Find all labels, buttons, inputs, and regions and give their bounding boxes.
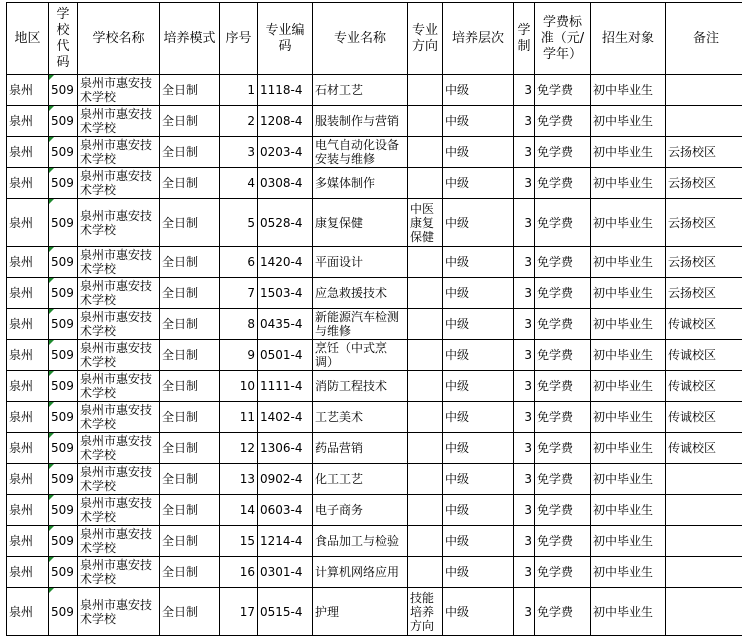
cell-note: 传诚校区: [666, 433, 742, 464]
cell-major-code: 0515-4: [258, 588, 313, 636]
cell-level: 中级: [443, 588, 514, 636]
cell-note: [666, 106, 742, 137]
cell-region: 泉州: [7, 433, 49, 464]
cell-direction: [408, 247, 443, 278]
header-level: 培养层次: [443, 3, 514, 75]
cell-seq: 14: [220, 495, 258, 526]
cell-fee: 免学费: [535, 168, 591, 199]
cell-years: 3: [514, 464, 535, 495]
cell-fee: 免学费: [535, 433, 591, 464]
cell-fee: 免学费: [535, 137, 591, 168]
table-row: [7, 402, 742, 433]
cell-major-name: 电气自动化设备安装与维修: [313, 137, 408, 168]
cell-major-name: 工艺美术: [313, 402, 408, 433]
cell-direction: 技能培养方向: [408, 588, 443, 636]
cell-level: 中级: [443, 433, 514, 464]
cell-major-name: 应急救援技术: [313, 278, 408, 309]
cell-seq: 15: [220, 526, 258, 557]
cell-major-code: 1420-4: [258, 247, 313, 278]
cell-target: 初中毕业生: [591, 247, 666, 278]
cell-region: 泉州: [7, 168, 49, 199]
cell-school: 泉州市惠安技术学校: [78, 464, 160, 495]
cell-note: [666, 495, 742, 526]
cell-note: 云扬校区: [666, 199, 742, 247]
cell-major-name: 多媒体制作: [313, 168, 408, 199]
header-major-code: 专业编码: [258, 3, 313, 75]
cell-years: 3: [514, 495, 535, 526]
cell-level: 中级: [443, 137, 514, 168]
table-row: [7, 588, 742, 636]
cell-region: 泉州: [7, 402, 49, 433]
cell-target: 初中毕业生: [591, 588, 666, 636]
cell-major-name: 电子商务: [313, 495, 408, 526]
cell-mode: 全日制: [160, 278, 220, 309]
cell-seq: 17: [220, 588, 258, 636]
cell-note: 传诚校区: [666, 402, 742, 433]
header-region: 地区: [7, 3, 49, 75]
cell-level: 中级: [443, 464, 514, 495]
cell-mode: 全日制: [160, 557, 220, 588]
table-row: [7, 168, 742, 199]
cell-major-name: 烹饪（中式烹调）: [313, 340, 408, 371]
cell-mode: 全日制: [160, 495, 220, 526]
header-seq: 序号: [220, 3, 258, 75]
cell-major-code: 0902-4: [258, 464, 313, 495]
cell-region: 泉州: [7, 75, 49, 106]
cell-target: 初中毕业生: [591, 75, 666, 106]
cell-note: 云扬校区: [666, 278, 742, 309]
table-row: [7, 464, 742, 495]
cell-fee: 免学费: [535, 75, 591, 106]
cell-mode: 全日制: [160, 137, 220, 168]
cell-region: 泉州: [7, 557, 49, 588]
cell-years: 3: [514, 168, 535, 199]
header-target: 招生对象: [591, 3, 666, 75]
cell-fee: 免学费: [535, 340, 591, 371]
cell-level: 中级: [443, 526, 514, 557]
cell-code: 509: [49, 278, 78, 309]
cell-region: 泉州: [7, 278, 49, 309]
cell-fee: 免学费: [535, 106, 591, 137]
cell-seq: 13: [220, 464, 258, 495]
cell-region: 泉州: [7, 464, 49, 495]
cell-major-name: 服装制作与营销: [313, 106, 408, 137]
cell-school: 泉州市惠安技术学校: [78, 526, 160, 557]
cell-target: 初中毕业生: [591, 402, 666, 433]
cell-school: 泉州市惠安技术学校: [78, 168, 160, 199]
cell-note: 云扬校区: [666, 137, 742, 168]
cell-major-name: 新能源汽车检测与维修: [313, 309, 408, 340]
header-mode: 培养模式: [160, 3, 220, 75]
cell-seq: 9: [220, 340, 258, 371]
cell-school: 泉州市惠安技术学校: [78, 75, 160, 106]
cell-direction: [408, 557, 443, 588]
enrollment-table: [6, 2, 742, 636]
cell-seq: 3: [220, 137, 258, 168]
table-row: [7, 495, 742, 526]
cell-note: [666, 75, 742, 106]
cell-mode: 全日制: [160, 106, 220, 137]
cell-major-name: 化工工艺: [313, 464, 408, 495]
cell-major-code: 1402-4: [258, 402, 313, 433]
cell-direction: [408, 106, 443, 137]
cell-seq: 2: [220, 106, 258, 137]
cell-school: 泉州市惠安技术学校: [78, 309, 160, 340]
cell-target: 初中毕业生: [591, 137, 666, 168]
cell-mode: 全日制: [160, 526, 220, 557]
cell-school: 泉州市惠安技术学校: [78, 199, 160, 247]
cell-years: 3: [514, 137, 535, 168]
cell-level: 中级: [443, 495, 514, 526]
cell-major-code: 1503-4: [258, 278, 313, 309]
cell-major-code: 1214-4: [258, 526, 313, 557]
cell-note: 传诚校区: [666, 340, 742, 371]
table-row: [7, 75, 742, 106]
cell-seq: 10: [220, 371, 258, 402]
cell-code: 509: [49, 340, 78, 371]
cell-major-code: 0203-4: [258, 137, 313, 168]
cell-fee: 免学费: [535, 371, 591, 402]
cell-years: 3: [514, 588, 535, 636]
cell-note: 云扬校区: [666, 168, 742, 199]
cell-years: 3: [514, 371, 535, 402]
cell-level: 中级: [443, 402, 514, 433]
cell-seq: 1: [220, 75, 258, 106]
cell-mode: 全日制: [160, 247, 220, 278]
cell-mode: 全日制: [160, 433, 220, 464]
cell-region: 泉州: [7, 340, 49, 371]
cell-code: 509: [49, 526, 78, 557]
cell-region: 泉州: [7, 371, 49, 402]
cell-code: 509: [49, 168, 78, 199]
cell-direction: [408, 526, 443, 557]
cell-direction: [408, 402, 443, 433]
cell-region: 泉州: [7, 588, 49, 636]
cell-major-code: 1118-4: [258, 75, 313, 106]
cell-major-name: 平面设计: [313, 247, 408, 278]
table-row: [7, 433, 742, 464]
cell-note: 传诚校区: [666, 309, 742, 340]
header-school-name: 学校名称: [78, 3, 160, 75]
cell-region: 泉州: [7, 106, 49, 137]
cell-direction: [408, 433, 443, 464]
cell-seq: 4: [220, 168, 258, 199]
cell-region: 泉州: [7, 137, 49, 168]
table-row: [7, 340, 742, 371]
cell-code: 509: [49, 106, 78, 137]
table-row: [7, 199, 742, 247]
cell-mode: 全日制: [160, 340, 220, 371]
cell-major-code: 0528-4: [258, 199, 313, 247]
cell-level: 中级: [443, 247, 514, 278]
cell-code: 509: [49, 588, 78, 636]
cell-note: 传诚校区: [666, 371, 742, 402]
cell-region: 泉州: [7, 526, 49, 557]
table-body: [7, 75, 742, 636]
cell-school: 泉州市惠安技术学校: [78, 278, 160, 309]
table-row: [7, 557, 742, 588]
cell-years: 3: [514, 309, 535, 340]
cell-target: 初中毕业生: [591, 371, 666, 402]
header-row: [7, 3, 742, 75]
cell-level: 中级: [443, 309, 514, 340]
cell-fee: 免学费: [535, 402, 591, 433]
cell-mode: 全日制: [160, 588, 220, 636]
cell-target: 初中毕业生: [591, 168, 666, 199]
cell-level: 中级: [443, 106, 514, 137]
cell-mode: 全日制: [160, 371, 220, 402]
cell-seq: 8: [220, 309, 258, 340]
cell-target: 初中毕业生: [591, 495, 666, 526]
cell-mode: 全日制: [160, 199, 220, 247]
header-note: 备注: [666, 3, 742, 75]
cell-note: [666, 557, 742, 588]
cell-fee: 免学费: [535, 199, 591, 247]
table-row: [7, 278, 742, 309]
cell-major-code: 0603-4: [258, 495, 313, 526]
cell-fee: 免学费: [535, 495, 591, 526]
cell-major-code: 0308-4: [258, 168, 313, 199]
cell-region: 泉州: [7, 309, 49, 340]
cell-note: [666, 464, 742, 495]
cell-code: 509: [49, 137, 78, 168]
cell-level: 中级: [443, 75, 514, 106]
cell-school: 泉州市惠安技术学校: [78, 340, 160, 371]
cell-target: 初中毕业生: [591, 340, 666, 371]
cell-target: 初中毕业生: [591, 526, 666, 557]
cell-years: 3: [514, 106, 535, 137]
cell-code: 509: [49, 371, 78, 402]
cell-level: 中级: [443, 557, 514, 588]
cell-level: 中级: [443, 278, 514, 309]
cell-direction: [408, 371, 443, 402]
cell-years: 3: [514, 278, 535, 309]
header-years: 学制: [514, 3, 535, 75]
cell-level: 中级: [443, 340, 514, 371]
cell-level: 中级: [443, 168, 514, 199]
cell-school: 泉州市惠安技术学校: [78, 106, 160, 137]
cell-direction: [408, 278, 443, 309]
cell-direction: [408, 309, 443, 340]
cell-target: 初中毕业生: [591, 199, 666, 247]
cell-seq: 5: [220, 199, 258, 247]
cell-seq: 7: [220, 278, 258, 309]
cell-major-name: 康复保健: [313, 199, 408, 247]
cell-major-code: 0435-4: [258, 309, 313, 340]
cell-school: 泉州市惠安技术学校: [78, 137, 160, 168]
cell-years: 3: [514, 340, 535, 371]
cell-fee: 免学费: [535, 309, 591, 340]
cell-code: 509: [49, 495, 78, 526]
cell-years: 3: [514, 526, 535, 557]
cell-target: 初中毕业生: [591, 557, 666, 588]
cell-major-name: 药品营销: [313, 433, 408, 464]
cell-years: 3: [514, 199, 535, 247]
table-row: [7, 526, 742, 557]
cell-fee: 免学费: [535, 588, 591, 636]
cell-code: 509: [49, 464, 78, 495]
header-fee: 学费标准（元/学年）: [535, 3, 591, 75]
cell-level: 中级: [443, 199, 514, 247]
header-major-name: 专业名称: [313, 3, 408, 75]
cell-major-code: 1306-4: [258, 433, 313, 464]
cell-school: 泉州市惠安技术学校: [78, 402, 160, 433]
cell-mode: 全日制: [160, 309, 220, 340]
cell-years: 3: [514, 402, 535, 433]
cell-note: 云扬校区: [666, 247, 742, 278]
cell-code: 509: [49, 75, 78, 106]
cell-code: 509: [49, 402, 78, 433]
cell-mode: 全日制: [160, 464, 220, 495]
cell-note: [666, 588, 742, 636]
cell-major-name: 石材工艺: [313, 75, 408, 106]
cell-seq: 16: [220, 557, 258, 588]
cell-major-code: 1111-4: [258, 371, 313, 402]
cell-direction: 中医康复保健: [408, 199, 443, 247]
cell-target: 初中毕业生: [591, 433, 666, 464]
cell-major-name: 计算机网络应用: [313, 557, 408, 588]
table-row: [7, 247, 742, 278]
cell-school: 泉州市惠安技术学校: [78, 557, 160, 588]
cell-seq: 6: [220, 247, 258, 278]
cell-direction: [408, 464, 443, 495]
cell-major-code: 0301-4: [258, 557, 313, 588]
table-row: [7, 106, 742, 137]
cell-school: 泉州市惠安技术学校: [78, 433, 160, 464]
cell-target: 初中毕业生: [591, 309, 666, 340]
cell-target: 初中毕业生: [591, 278, 666, 309]
cell-code: 509: [49, 199, 78, 247]
cell-target: 初中毕业生: [591, 106, 666, 137]
cell-school: 泉州市惠安技术学校: [78, 588, 160, 636]
cell-years: 3: [514, 247, 535, 278]
cell-major-name: 消防工程技术: [313, 371, 408, 402]
cell-fee: 免学费: [535, 464, 591, 495]
cell-fee: 免学费: [535, 526, 591, 557]
cell-mode: 全日制: [160, 402, 220, 433]
cell-level: 中级: [443, 371, 514, 402]
cell-years: 3: [514, 433, 535, 464]
cell-school: 泉州市惠安技术学校: [78, 371, 160, 402]
table-row: [7, 137, 742, 168]
table-row: [7, 309, 742, 340]
table-row: [7, 371, 742, 402]
cell-code: 509: [49, 557, 78, 588]
cell-direction: [408, 495, 443, 526]
cell-target: 初中毕业生: [591, 464, 666, 495]
cell-school: 泉州市惠安技术学校: [78, 495, 160, 526]
header-school-code: 学校代码: [49, 3, 78, 75]
cell-region: 泉州: [7, 495, 49, 526]
cell-code: 509: [49, 309, 78, 340]
cell-fee: 免学费: [535, 278, 591, 309]
cell-seq: 11: [220, 402, 258, 433]
cell-region: 泉州: [7, 199, 49, 247]
cell-note: [666, 526, 742, 557]
cell-years: 3: [514, 75, 535, 106]
cell-major-code: 0501-4: [258, 340, 313, 371]
cell-seq: 12: [220, 433, 258, 464]
cell-direction: [408, 75, 443, 106]
cell-mode: 全日制: [160, 168, 220, 199]
cell-direction: [408, 340, 443, 371]
cell-direction: [408, 137, 443, 168]
cell-major-code: 1208-4: [258, 106, 313, 137]
cell-region: 泉州: [7, 247, 49, 278]
cell-major-name: 食品加工与检验: [313, 526, 408, 557]
cell-code: 509: [49, 433, 78, 464]
cell-fee: 免学费: [535, 247, 591, 278]
cell-code: 509: [49, 247, 78, 278]
cell-direction: [408, 168, 443, 199]
cell-school: 泉州市惠安技术学校: [78, 247, 160, 278]
cell-years: 3: [514, 557, 535, 588]
cell-mode: 全日制: [160, 75, 220, 106]
header-direction: 专业方向: [408, 3, 443, 75]
cell-major-name: 护理: [313, 588, 408, 636]
cell-fee: 免学费: [535, 557, 591, 588]
